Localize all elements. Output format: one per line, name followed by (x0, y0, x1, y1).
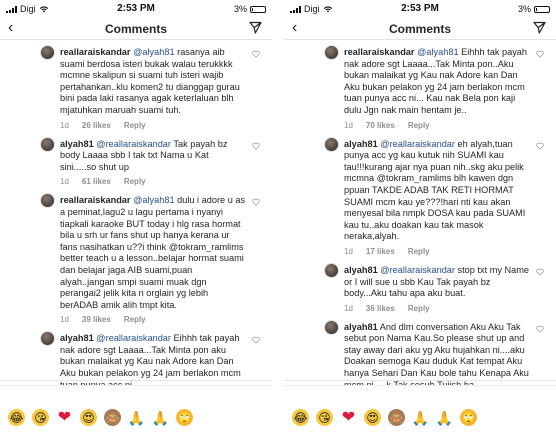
divider (284, 380, 556, 381)
comment-time: 1d (344, 303, 353, 313)
battery-icon (250, 6, 266, 13)
like-heart-icon[interactable] (252, 142, 260, 150)
comment-text (60, 47, 246, 117)
carrier-label: Digi (20, 4, 36, 14)
comment-text (60, 139, 246, 174)
comment-item[interactable] (0, 133, 272, 190)
comment-meta (60, 315, 246, 327)
comment-meta (60, 121, 246, 133)
like-heart-icon[interactable] (536, 268, 544, 276)
comment-item[interactable] (284, 41, 556, 133)
comment-body: dulu i adore u as a peminat,lagu2 u lagu pertama i nyanyi tiapkali karaoke BUT today i hlg rasa hormat bila u srh ur fans shut up hanya kerana ur fans nasihatkan u??i think @tokram_ramlims better teach u a lesson..belajar hormat suami dan belajar jaga AIB suami,puan alyah..jangan smpi suami muak dgn perangai2 jelik kita n orglain yg lebih berADAB amik alih tmpt kita. (60, 195, 246, 310)
comment-username[interactable]: reallaraiskandar (344, 47, 415, 57)
paper-plane-icon[interactable] (533, 21, 546, 34)
like-heart-icon[interactable] (252, 198, 260, 206)
gutter (272, 0, 284, 442)
joy-emoji[interactable]: 😂 (293, 410, 308, 425)
comment-mention[interactable]: @alyah81 (133, 47, 175, 57)
comment-mention[interactable]: @reallaraiskandar (96, 138, 171, 149)
comment-body: Tak payah bz body Laaaa sbb I tak txt Nama u Kat sini.....so shut up (60, 138, 228, 172)
reply-button[interactable]: Reply (407, 303, 430, 313)
kiss-emoji[interactable]: 😘 (32, 409, 49, 426)
see-no-evil-emoji[interactable]: 🙈 (389, 410, 404, 425)
folded-hands-emoji[interactable]: 🙏 (411, 409, 430, 426)
status-bar (284, 0, 556, 18)
comment-body: eh alyah,tuan punya acc yg kau kutuk nih SUAMI kau tau!!!kurang ajar nya puan nih..skg aku pelik mcmna @tokram_ramlims blh kawen dgn ppuan TAKDE ADAB TAK RETI HORMAT SUAMI mcm kau ye???!hari nti kau akan menyesal bila nmpk DOSA kau pada SUAMI kau tu..aku doakan kau tak masok neraka,alyah. (344, 138, 526, 242)
comment-username[interactable]: alyah81 (344, 321, 378, 332)
rolling-eyes-emoji[interactable]: 🙄 (177, 410, 192, 425)
status-bar (0, 0, 272, 18)
emoji-bar (0, 385, 272, 442)
comment-likes[interactable]: 39 likes (81, 315, 111, 325)
comment-body: Eihhh tak payah nak adore sgt Laaaa...Tak Minta pon..Aku bukan malaikat yg Kau nak Adore kan Dan Aku bukan pelakon yg 24 jam berlakon mcm tuan punya acc ni... Kau nak Bela pon kaji dulu Jgn nak main hentam je.. (344, 47, 528, 115)
avatar[interactable] (40, 331, 55, 346)
comment-text (344, 265, 530, 300)
like-heart-icon[interactable] (252, 336, 260, 344)
chevron-left-icon[interactable]: ‹ (292, 19, 298, 36)
comment-item[interactable] (0, 41, 272, 133)
comment-item[interactable] (284, 133, 556, 259)
comment-meta (344, 121, 530, 133)
comment-username[interactable]: alyah81 (60, 138, 94, 149)
like-heart-icon[interactable] (252, 50, 260, 58)
comment-item[interactable] (0, 189, 272, 327)
battery-percent: 3% (233, 4, 247, 14)
comment-body: Eihhh tak payah nak adore sgt Laaaa...Tak Minta pon aku bukan malaikat yg Kau nak Adore kan Dan Aku bukan pelakon yg 24 jam berlakon mcm (60, 333, 241, 379)
red-heart-emoji[interactable]: ❤ (57, 408, 72, 426)
emoji-bar (284, 385, 556, 442)
comment-mention[interactable]: @reallaraiskandar (96, 333, 171, 344)
comment-time: 1d (60, 315, 69, 325)
comment-text (344, 139, 530, 243)
clock: 2:53 PM (401, 3, 439, 14)
comment-time: 1d (344, 120, 353, 130)
reply-button[interactable]: Reply (123, 177, 146, 187)
comment-text (344, 47, 530, 117)
comment-list[interactable] (284, 41, 556, 380)
comment-likes[interactable]: 70 likes (365, 120, 395, 130)
comment-time: 1d (344, 246, 353, 256)
comment-username[interactable]: alyah81 (60, 333, 94, 344)
comment-time: 1d (60, 120, 69, 130)
comments-header (0, 18, 272, 40)
heart-eyes-emoji[interactable]: 😍 (364, 409, 381, 426)
comment-username[interactable]: alyah81 (344, 138, 378, 149)
comment-username[interactable]: reallaraiskandar (60, 47, 131, 57)
reply-button[interactable]: Reply (123, 120, 146, 130)
comment-body: stop txt my Name or I will sue u sbb Kau Tak payah bz body...Aku tahu apa aku buat. (344, 264, 530, 299)
page-title: Comments (388, 22, 451, 36)
comment-username[interactable]: reallaraiskandar (60, 195, 131, 206)
carrier-label: Digi (304, 4, 320, 14)
comment-mention[interactable]: @alyah81 (417, 47, 459, 57)
avatar[interactable] (324, 137, 339, 152)
comment-body: And dlm conversation Aku Aku Tak sebut pon Nama Kau.So please shut up and stay away dari aku yg Aku hujahkan ni....aku Doakan semoga Kau duduk Kat tempat Aku hanya Sehari Dan Kau bole tahu Kenapa Aku (344, 321, 529, 379)
comment-mention[interactable]: @reallaraiskandar (380, 138, 455, 149)
reply-button[interactable]: Reply (407, 120, 430, 130)
comment-item[interactable] (0, 327, 272, 391)
joy-emoji[interactable]: 😂 (9, 410, 24, 425)
comment-meta (344, 247, 530, 259)
clock: 2:53 PM (117, 3, 155, 14)
reply-button[interactable]: Reply (407, 246, 430, 256)
heart-eyes-emoji[interactable]: 😍 (80, 409, 97, 426)
see-no-evil-emoji[interactable]: 🙈 (105, 410, 120, 425)
reply-button[interactable]: Reply (123, 315, 146, 325)
like-heart-icon[interactable] (536, 142, 544, 150)
comment-text (60, 333, 246, 391)
comment-body: rasanya aib suami berdosa isteri bukak walau terukkkk mcmne skalipun si suami tuh isteri wajib pertahankan..klu komen2 tu dianggap gurau bini pada laki rasanya agak keterlaluan blh mjatuhkan maruah suami tuh. (60, 47, 240, 115)
rolling-eyes-emoji[interactable]: 🙄 (461, 410, 476, 425)
page-title: Comments (104, 22, 167, 36)
comment-likes[interactable]: 26 likes (81, 120, 111, 130)
comment-item[interactable] (284, 259, 556, 316)
battery-percent: 3% (517, 4, 531, 14)
like-heart-icon[interactable] (536, 50, 544, 58)
red-heart-emoji[interactable]: ❤ (341, 408, 356, 426)
chevron-left-icon[interactable]: ‹ (8, 19, 14, 36)
comment-likes[interactable]: 61 likes (81, 177, 111, 187)
comments-header (284, 18, 556, 40)
kiss-emoji[interactable]: 😘 (316, 409, 333, 426)
folded-hands-light-emoji[interactable]: 🙏 (151, 409, 170, 426)
comment-mention[interactable]: @reallaraiskandar (380, 264, 455, 275)
comment-mention[interactable]: @alyah81 (133, 195, 175, 206)
like-heart-icon[interactable] (536, 325, 544, 333)
comment-list[interactable] (0, 41, 272, 380)
avatar[interactable] (324, 45, 339, 60)
comment-meta (344, 304, 530, 316)
comment-likes[interactable]: 36 likes (365, 303, 395, 313)
avatar[interactable] (324, 263, 339, 278)
paper-plane-icon[interactable] (249, 21, 262, 34)
comments-screen-left (0, 0, 272, 442)
comment-meta (60, 177, 246, 189)
folded-hands-emoji[interactable]: 🙏 (127, 409, 146, 426)
avatar[interactable] (324, 320, 339, 335)
comment-text (60, 195, 246, 311)
comment-likes[interactable]: 17 likes (365, 246, 395, 256)
divider (0, 380, 272, 381)
avatar[interactable] (40, 137, 55, 152)
avatar[interactable] (40, 45, 55, 60)
comment-time: 1d (60, 177, 69, 187)
avatar[interactable] (40, 193, 55, 208)
comment-username[interactable]: alyah81 (344, 264, 378, 275)
folded-hands-light-emoji[interactable]: 🙏 (435, 409, 454, 426)
comments-screen-right (284, 0, 556, 442)
battery-icon (534, 6, 550, 13)
